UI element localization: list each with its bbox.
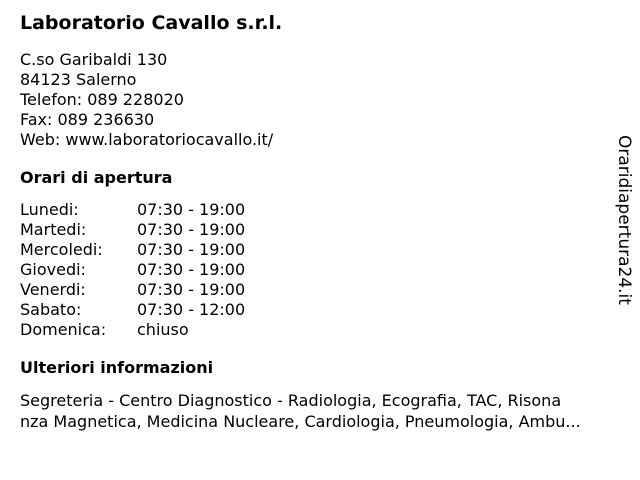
hours-table: [20, 200, 610, 340]
hours-day: Venerdi:: [20, 280, 86, 299]
hours-row-saturday: [20, 300, 610, 320]
address-city: 84123 Salerno: [20, 70, 137, 89]
hours-day: Lunedi:: [20, 200, 79, 219]
hours-row-friday: [20, 280, 610, 300]
address-block: [20, 50, 610, 150]
hours-time: 07:30 - 19:00: [137, 220, 246, 239]
info-line-2: nza Magnetica, Medicina Nucleare, Cardiologia, Pneumologia, Ambu...: [20, 412, 581, 431]
hours-row-sunday: [20, 320, 610, 340]
hours-row-tuesday: [20, 220, 610, 240]
info-line-1: Segreteria - Centro Diagnostico - Radiologia, Ecografia, TAC, Risona: [20, 391, 562, 410]
hours-row-monday: [20, 200, 610, 220]
hours-heading: Orari di apertura: [20, 168, 173, 187]
hours-day: Domenica:: [20, 320, 107, 339]
site-watermark: Oraridiapertura24.it: [614, 135, 634, 305]
website-link[interactable]: Web: www.laboratoriocavallo.it/: [20, 130, 274, 149]
info-heading: Ulteriori informazioni: [20, 358, 214, 377]
business-name: Laboratorio Cavallo s.r.l.: [20, 12, 283, 34]
hours-row-wednesday: [20, 240, 610, 260]
hours-time: chiuso: [137, 320, 189, 339]
hours-time: 07:30 - 19:00: [137, 280, 246, 299]
hours-time: 07:30 - 19:00: [137, 260, 246, 279]
hours-day: Giovedi:: [20, 260, 86, 279]
info-description: [20, 390, 630, 432]
hours-time: 07:30 - 19:00: [137, 200, 246, 219]
hours-day: Sabato:: [20, 300, 82, 319]
hours-day: Martedi:: [20, 220, 87, 239]
hours-time: 07:30 - 12:00: [137, 300, 246, 319]
fax-number: Fax: 089 236630: [20, 110, 155, 129]
phone-number: Telefon: 089 228020: [20, 90, 184, 109]
hours-day: Mercoledi:: [20, 240, 103, 259]
address-street: C.so Garibaldi 130: [20, 50, 168, 69]
business-card: [20, 10, 610, 432]
hours-row-thursday: [20, 260, 610, 280]
hours-time: 07:30 - 19:00: [137, 240, 246, 259]
